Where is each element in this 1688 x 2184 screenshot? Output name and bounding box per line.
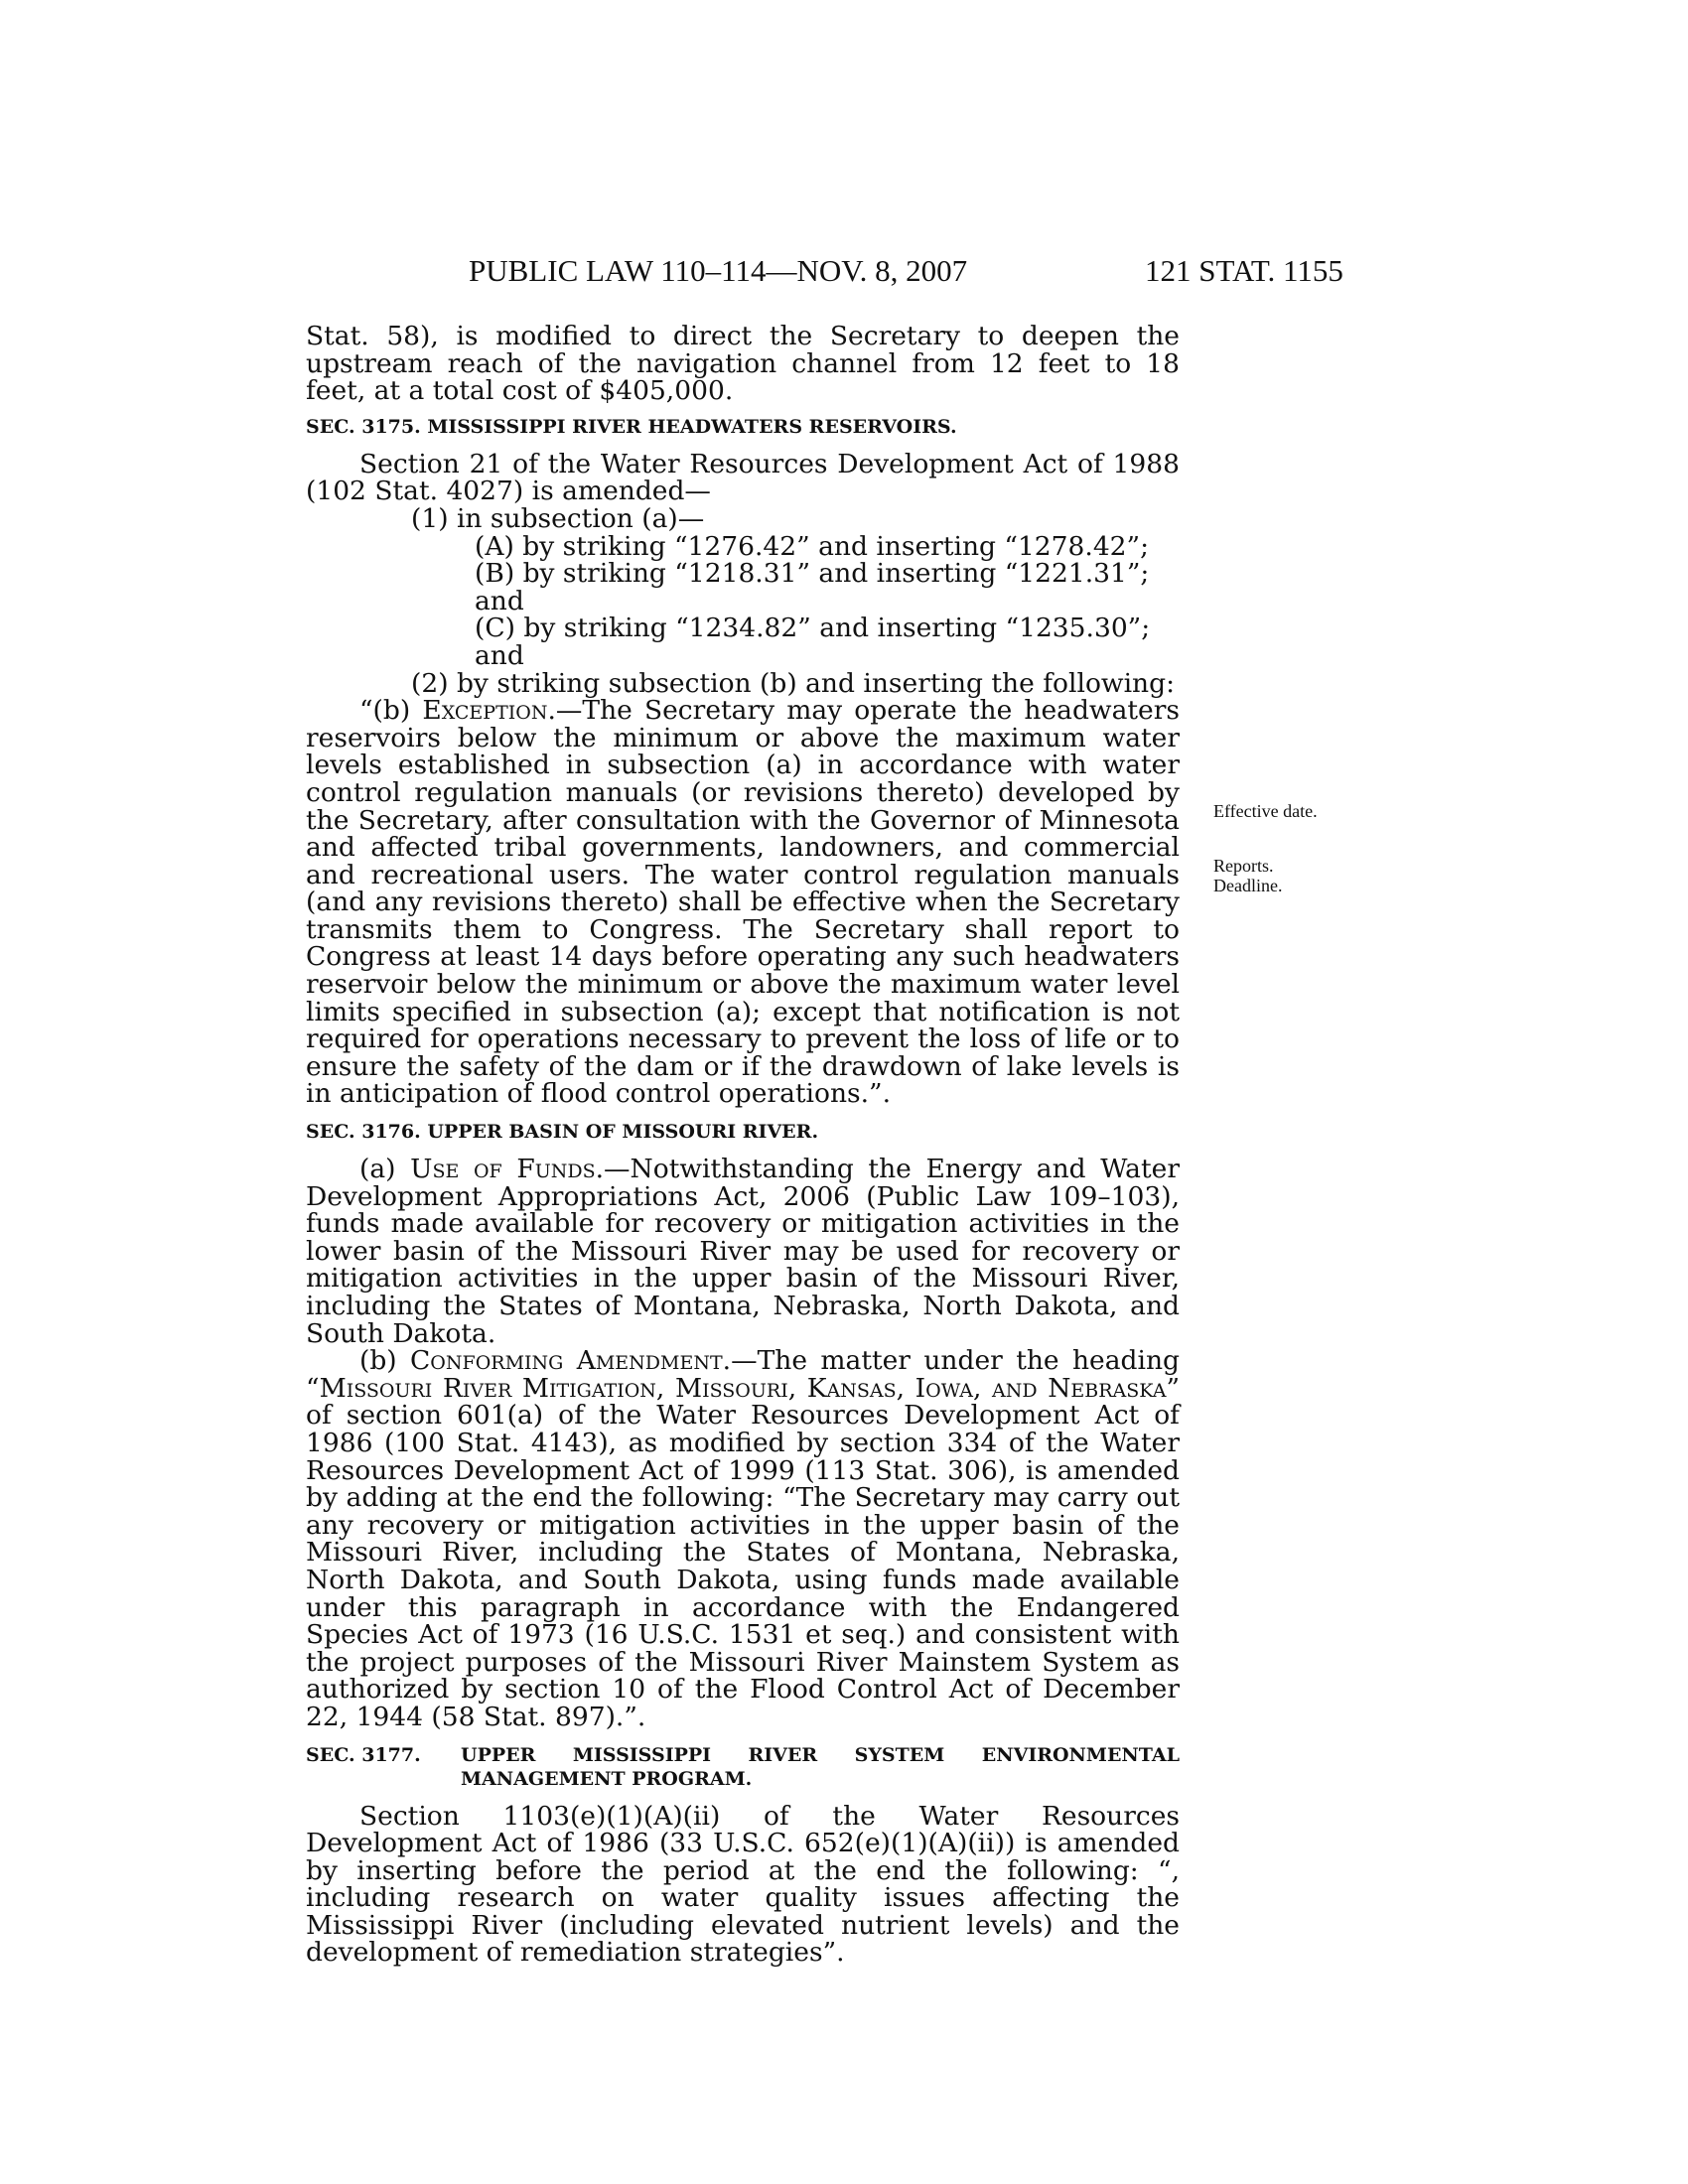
margin-note-deadline: Deadline. — [1213, 876, 1283, 895]
conforming-amendment-text-1: .—The matter under the heading “ — [306, 1345, 1180, 1404]
margin-note-reports: Reports. — [1213, 856, 1274, 876]
exception-text: .—The Secretary may operate the headwaters reservoirs below the minimum or above the maximum water levels established in subsection (a) in accordance with water control regulation manuals (or revisions thereto) developed by the Secretary, after consultation with the Governor of Minnesota and affected tribal governments, landowners, and commercial and recreational users. The water control regulation manuals (and any revisions thereto) shall be effective when the Secretary transmits them to Congress. The Secretary shall report to Congress at least 14 days before operating any such headwaters reservoir below the minimum or above the maximum water level limits specified in subsection (a); except that notification is not required for operations necessary to prevent the loss of life or to ensure the safety of the dam or if the drawdown of lake levels is in anticipation of flood control operations.”. — [306, 695, 1180, 1110]
law-title: PUBLIC LAW 110–114—NOV. 8, 2007 — [469, 253, 968, 288]
section-3177-title: UPPER MISSISSIPPI RIVER SYSTEM ENVIRONMENTAL MANAGEMENT PROGRAM. — [461, 1743, 1180, 1790]
use-of-funds-label: (a) — [359, 1154, 411, 1185]
conforming-amendment-label: (b) — [359, 1345, 411, 1377]
use-of-funds-text: .—Notwithstanding the Energy and Water Development Appropriations Act, 2006 (Public Law 109–103), funds made available for recovery or mitigation activities in the lower basin of the Missouri River may be used for recovery or mitigation activities in the upper basin of the Missouri River, including the States of Montana, Nebraska, North Dakota, and South Dakota. — [306, 1154, 1180, 1349]
intro-paragraph: Stat. 58), is modified to direct the Secretary to deepen the upstream reach of the navigation channel from 12 feet to 18 feet, at a total cost of $405,000. — [306, 321, 1180, 407]
section-3175-exception — [306, 697, 1180, 1108]
section-3175-item-a: (A) by striking “1276.42” and inserting “1278.42”; — [475, 530, 1150, 562]
document-body — [306, 323, 1180, 1967]
exception-heading: Exception — [422, 695, 548, 727]
section-3175-item-2: (2) by striking subsection (b) and inserting the following: — [411, 667, 1176, 699]
section-3177-heading — [306, 1743, 1180, 1791]
conforming-amendment-text-2: ” of section 601(a) of the Water Resources Development Act of 1986 (100 Stat. 4143), as modified by section 334 of the Water Resources Development Act of 1999 (113 Stat. 306), is amended by adding at the end the following: “The Secretary may carry out any recovery or mitigation activities in the upper basin of the Missouri River, including the States of Montana, Nebraska, North Dakota, and South Dakota, using funds made available under this paragraph in accordance with the Endangered Species Act of 1973 (16 U.S.C. 1531 et seq.) and consistent with the project purposes of the Missouri River Mainstem System as authorized by section 10 of the Flood Control Act of December 22, 1944 (58 Stat. 897).”. — [306, 1372, 1180, 1732]
section-3177-text: Section 1103(e)(1)(A)(ii) of the Water Resources Development Act of 1986 (33 U.S.C. 652(e)(1)(A)(ii)) is amended by inserting before the period at the end the following: “, including research on water quality issues affecting the Mississippi River (including elevated nutrient levels) and the development of remediation strategies”. — [306, 1800, 1180, 1969]
section-3175-item-1: (1) in subsection (a)— — [411, 502, 705, 534]
exception-label: “(b) — [359, 695, 423, 727]
section-3175-lead: Section 21 of the Water Resources Development Act of 1988 (102 Stat. 4027) is amended— — [306, 448, 1180, 507]
section-3175-item-b: (B) by striking “1218.31” and inserting “1221.31”; and — [475, 558, 1150, 616]
section-3177-number: SEC. 3177. — [306, 1743, 421, 1766]
stat-page-number: 121 STAT. 1155 — [1145, 253, 1343, 288]
section-3176-use-of-funds — [306, 1156, 1180, 1347]
section-3175-heading: SEC. 3175. MISSISSIPPI RIVER HEADWATERS RESERVOIRS. — [306, 415, 957, 438]
conforming-amendment-caps-heading: Missouri River Mitigation, Missouri, Kansas, Iowa, and Nebraska — [319, 1372, 1167, 1404]
conforming-amendment-heading: Conforming Amendment — [410, 1345, 723, 1377]
margin-note-effective-date: Effective date. — [1213, 801, 1318, 821]
section-3176-heading: SEC. 3176. UPPER BASIN OF MISSOURI RIVER. — [306, 1121, 819, 1144]
page-header — [0, 253, 1688, 293]
section-3176-conforming-amendment — [306, 1347, 1180, 1730]
section-3175-item-c: (C) by striking “1234.82” and inserting “1235.30”; and — [475, 613, 1151, 671]
use-of-funds-heading: Use of Funds — [410, 1154, 596, 1185]
